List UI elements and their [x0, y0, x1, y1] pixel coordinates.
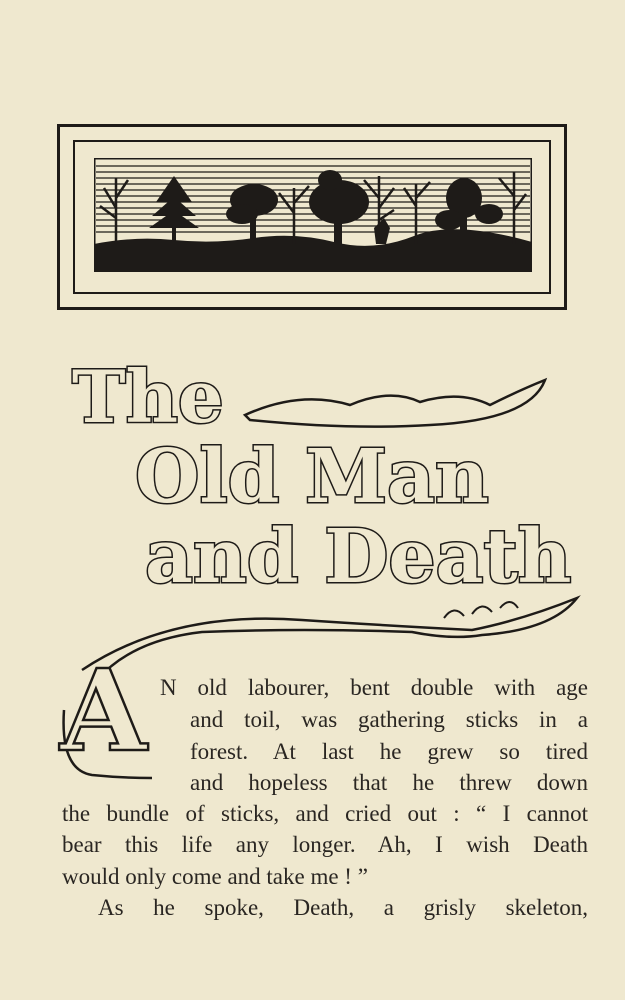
- body-line-8: As he spoke, Death, a grisly skeleton,: [98, 895, 588, 920]
- forest-silhouette-illustration: [94, 158, 532, 272]
- body-line-1: N old labourer, bent double with age: [160, 675, 588, 700]
- vine-flourish-bottom: [82, 598, 577, 680]
- drop-cap-initial: A: [60, 646, 147, 777]
- title-line-3: and Death: [145, 514, 572, 600]
- title-vine-flourish-top: [245, 380, 545, 427]
- body-line-7: would only come and take me ! ”: [62, 864, 368, 889]
- body-line-4: and hopeless that he threw down: [190, 770, 588, 795]
- body-line-6: bear this life any longer. Ah, I wish Death: [62, 832, 588, 857]
- title-line-2: Old Man: [135, 434, 489, 520]
- body-line-2: and toil, was gathering sticks in a: [190, 707, 588, 732]
- body-line-3: forest. At last he grew so tired: [190, 739, 588, 764]
- body-line-5: the bundle of sticks, and cried out : “ I cannot: [62, 801, 588, 826]
- vine-leaves: [444, 602, 518, 618]
- title-line-1: The: [72, 354, 224, 439]
- chapter-title: [50, 350, 590, 605]
